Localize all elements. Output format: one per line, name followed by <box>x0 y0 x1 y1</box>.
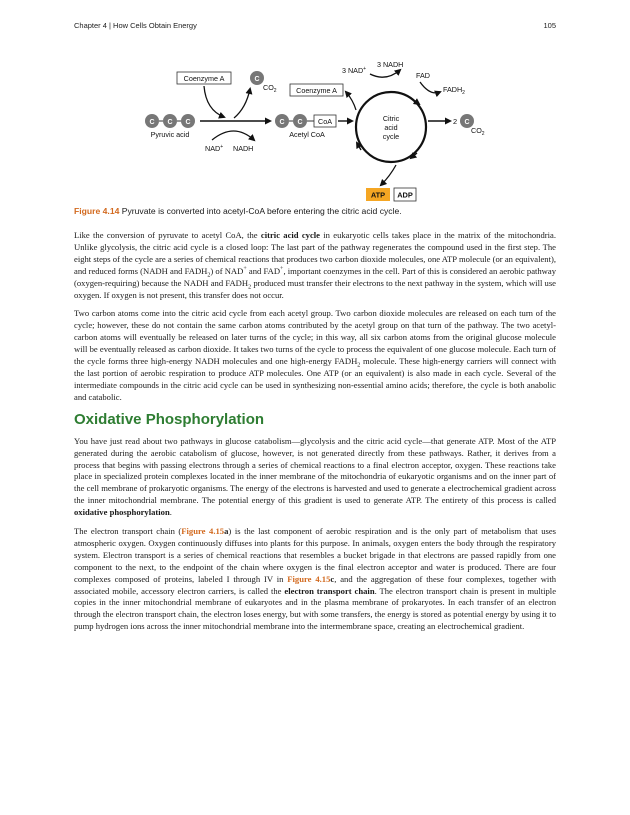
paragraph-citric-acid-cycle: Like the conversion of pyruvate to acetyl CoA, the citric acid cycle in eukaryotic cells takes place in the matrix of the mitochondria. Unlike glycolysis, the citric acid cycle is a closed loop: The last part of the pathway regenerates the compound used in the first step. The eight steps of the cycle are a series of chemical reactions that produces two carbon dioxide molecules, one ATP molecule (or an equivalent), and reduced forms (NADH and $FADH_2$) of NAD+ and FAD+, important coenzymes in the cell. Part of this is considered an aerobic pathway (oxygen-requiring) because the NADH and $FADH_2$ produced must transfer their electrons to the next pathway in the system, which will use oxygen. If oxygen is not present, this transfer does not occur. <box>74 230 557 300</box>
cycle-label-line-2: acid <box>384 123 398 132</box>
section-heading: Oxidative Phosphorylation <box>74 410 265 428</box>
coa-label: CoA <box>318 117 332 126</box>
carbon-label: C <box>254 76 260 83</box>
caption-text: Pyruvate is converted into acetyl-CoA before entering the citric acid cycle. <box>119 206 402 216</box>
acetyl-c2-label: C <box>297 119 303 126</box>
atp-label: ATP <box>370 190 386 200</box>
cycle-label-line-1: Citric <box>382 114 400 123</box>
cycle-label-line-3: cycle <box>382 132 400 141</box>
coenzyme-a-label-1: Coenzyme A <box>183 74 225 83</box>
page-header <box>74 21 556 35</box>
acetyl-coa-label: Acetyl CoA <box>289 130 325 139</box>
adp-label: ADP <box>397 190 413 200</box>
pyruvate-c2-label: C <box>167 119 173 126</box>
adp-to-atp-arrow <box>381 165 396 185</box>
citric-acid-figure <box>74 52 556 204</box>
co2-label-1: $CO_2$ <box>263 83 277 94</box>
body-text <box>74 230 556 640</box>
nad-plus-label: NAD+ <box>205 144 224 153</box>
chapter-title: Chapter 4 | How Cells Obtain Energy <box>74 21 197 30</box>
paragraph-oxidative-phosphorylation: You have just read about two pathways in glucose catabolism—glycolysis and the citric acid cycle—that generate ATP. Most of the ATP generated during the aerobic catabolism of glucose, however, is not generated directly from these pathways. Rather, it derives from a process that begins with passing electrons through a series of chemical reactions to a final electron acceptor, oxygen. These reactions take place in specialized protein complexes located in the inner membrane of the mitochondria of eukaryotic organisms and on the inner part of the cell membrane of prokaryotic organisms. The energy of the electrons is harvested and used to generate a electrochemical gradient across the inner mitochondrial membrane. The potential energy of this gradient is used to generate ATP. The entirety of this process is called oxidative phosphorylation. <box>74 435 556 518</box>
pyruvate-c1-label: C <box>149 119 155 126</box>
coenzyme-a-in-arrow <box>204 86 224 117</box>
nadh-label-1: NADH <box>233 144 254 153</box>
paragraph-electron-transport: The electron transport chain (Figure 4.15a) is the last component of aerobic respiration and is the only part of metabolism that uses atmospheric oxygen. Oxygen continuously diffuses into plants for this purpose. In animals, oxygen enters the body through the respiratory system. Electron transport is a series of chemical reactions that resembles a bucket brigade in that electrons are passed rapidly from one component to the next, to the endpoint of the chain where oxygen is the final electron acceptor and water is produced. There are four complexes composed of proteins, labeled I through IV in Figure 4.15c, and the aggregation of these four complexes, together with associated mobile, accessory electron carriers, is called the electron transport chain. The electron transport chain is present in multiple copies in the inner mitochondrial membrane of eukaryotes and in the plasma membrane of prokaryotes. In each transfer of an electron through the electron transport chain, the electron loses energy, but with some transfers, the energy is stored as potential energy by using it to pump hydrogen ions across the inner mitochondrial membrane into the intermembrane space, creating an electrochemical gradient. <box>74 526 557 632</box>
acetyl-c1-label: C <box>279 119 285 126</box>
co2-label-2: $CO_2$ <box>471 126 485 137</box>
pyruvic-acid-label: Pyruvic acid <box>150 130 190 139</box>
pyruvate-c3-label: C <box>185 119 191 126</box>
figure-label: Figure 4.14 <box>74 206 120 216</box>
figure-caption <box>74 206 556 216</box>
three-nadh-label: 3 NADH <box>377 60 404 69</box>
paragraph-carbon-atoms: Two carbon atoms come into the citric acid cycle from each acetyl group. Two carbon dioxide molecules are released on each turn of the cycle; however, these do not contain the same carbon atoms contributed by the acetyl group on that turn of the pathway. The two acetyl-carbon atoms will eventually be released on later turns of the cycle; in this way, all six carbon atoms from the original glucose molecule will be eventually released as carbon dioxide. It takes two turns of the cycle to process the equivalent of one glucose molecule. Each turn of the cycle forms three high-energy NADH molecules and one high-energy $FADH_2$ molecule. These high-energy carriers will connect with the last portion of aerobic respiration to produce ATP molecules. One ATP (or an equivalent) is also made in each cycle. Several of the intermediate compounds in the citric acid cycle can be used in synthesizing non-essential amino acids; therefore, the cycle is both anabolic and catabolic. <box>74 308 556 402</box>
coenzyme-a-label-2: Coenzyme A <box>296 86 337 95</box>
co2-out-arrow <box>234 89 250 118</box>
three-nad-label: 3 NAD+ <box>342 66 367 75</box>
coenzyme-a-release-arrow <box>346 92 356 110</box>
figure-4-15-link-2[interactable]: Figure 4.15 <box>287 573 331 584</box>
figure-4-15-link-1[interactable]: Figure 4.15 <box>181 526 225 537</box>
fadh2-label: $FADH_2$ <box>443 85 465 96</box>
fad-reduction-arrow <box>420 82 440 93</box>
released-carbon-label: C <box>464 119 470 126</box>
page-number: 105 <box>543 21 556 30</box>
nad-reduction-arrow <box>370 70 400 77</box>
nad-to-nadh-arrow <box>212 131 254 140</box>
fad-label: FAD <box>416 71 430 80</box>
two-label: 2 <box>453 117 458 126</box>
